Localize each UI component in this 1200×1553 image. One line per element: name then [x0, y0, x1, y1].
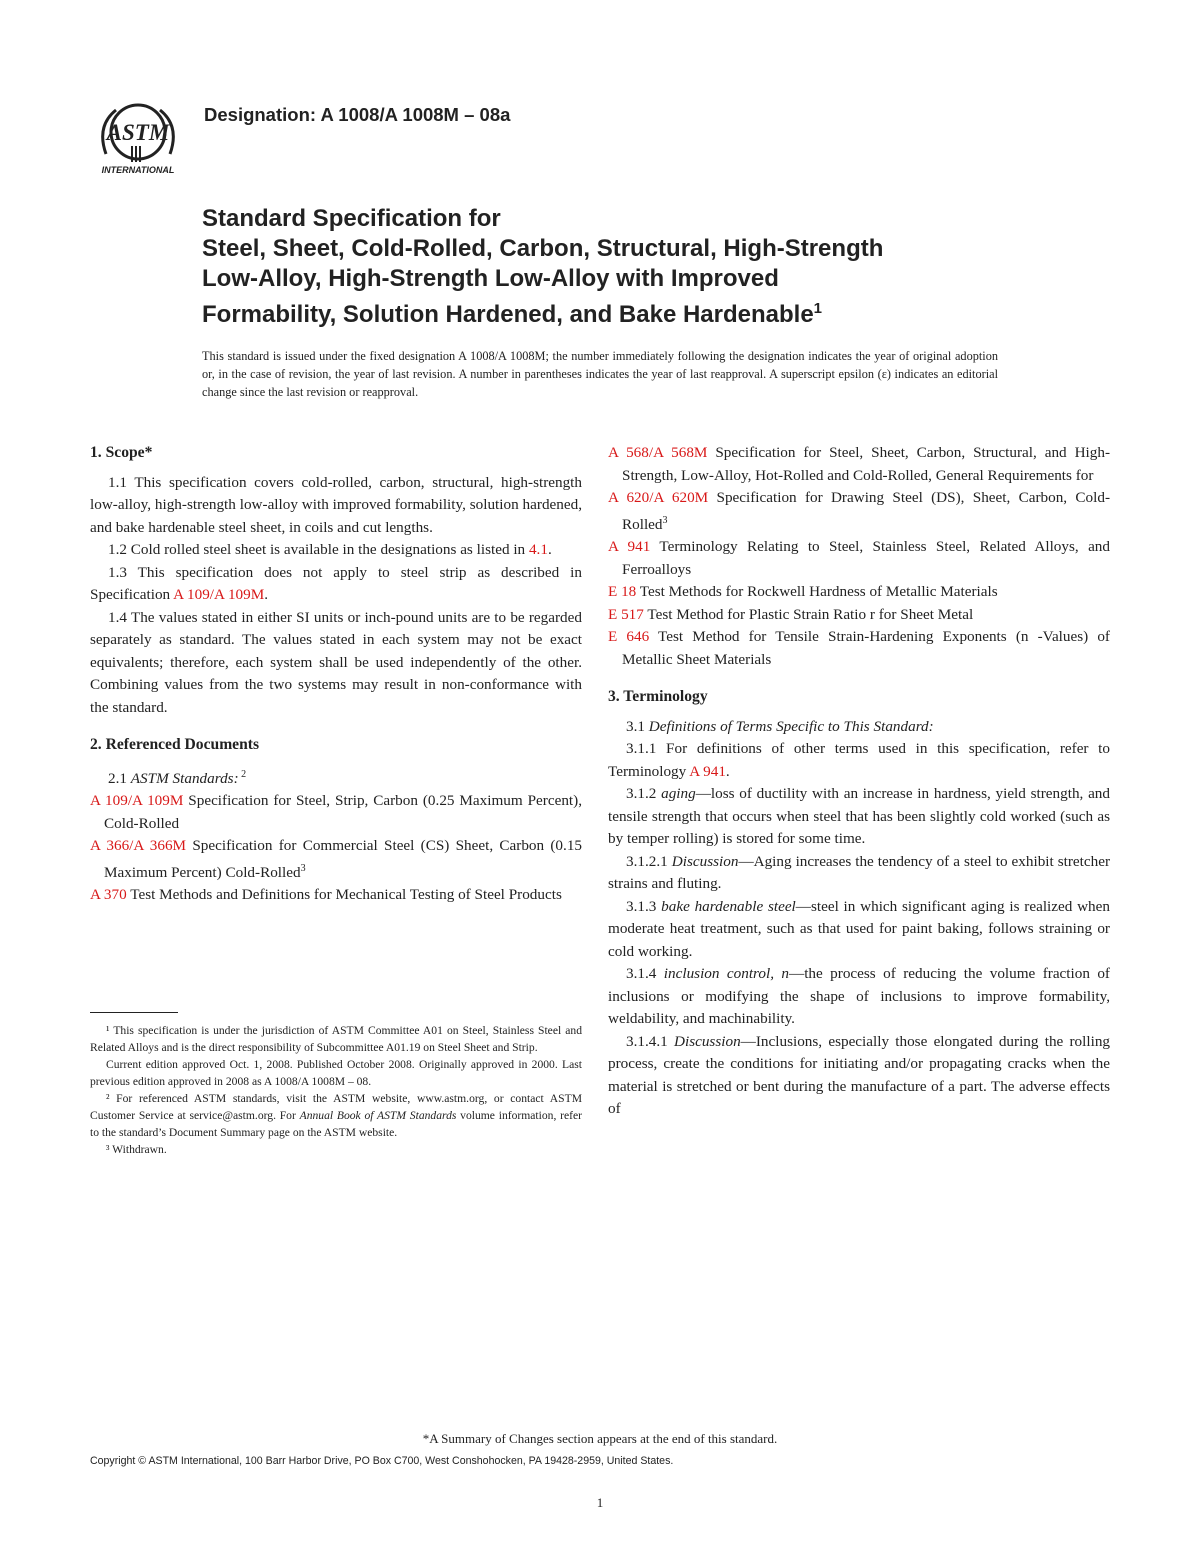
term-3-1-2-1 — [608, 851, 1110, 896]
ref-mark-a620: 3 — [662, 514, 668, 526]
ref-text-e517: Test Method for Plastic Strain Ratio r for Sheet Metal — [643, 605, 974, 623]
summary-of-changes-note: *A Summary of Changes section appears at the end of this standard. — [422, 1431, 778, 1446]
ref-item-a370 — [90, 884, 582, 907]
title-line-4 — [202, 294, 883, 330]
ref-item-a941 — [608, 536, 1110, 581]
term-aging: aging — [661, 785, 696, 803]
logo-subtext: INTERNATIONAL — [101, 165, 175, 175]
term-inclusion-control: inclusion control, n — [663, 965, 790, 983]
scope-1-4: 1.4 The values stated in either SI units or inch-pound units are to be regarded separately as standard. The values stated in each system may not be exact equivalents; therefore, each system shall be used independently of the other. Combining values from the two systems may result in non-conformance with the standard. — [90, 608, 582, 716]
astm-standards-subheading — [90, 764, 582, 791]
scope-1-3-text: 1.3 This specification does not apply to steel strip as described in Specification — [90, 563, 582, 603]
term-3-1-3 — [608, 896, 1110, 964]
title-footnote-mark: 1 — [813, 300, 823, 317]
ref-text-a366: Specification for Commercial Steel (CS) Sheet, Carbon (0.15 Maximum Percent) Cold-Rolled — [104, 837, 583, 881]
ref-link-a109[interactable]: A 109/A 109M — [173, 586, 265, 603]
footnote-divider — [90, 1012, 178, 1013]
ref-item-a366 — [90, 835, 582, 884]
title-line-3: Low-Alloy, High-Strength Low-Alloy with Improved — [202, 265, 779, 292]
logo-text: ASTM — [106, 120, 170, 145]
astm-logo-icon — [86, 96, 190, 176]
footnote-3: ³ Withdrawn. — [106, 1143, 167, 1156]
term-3-1-num: 3.1 — [626, 717, 649, 735]
term-3-1-2-text: —loss of ductility with an increase in hardness, yield strength, and tensile strength that occurs when steel that has been slightly cold worked (such as by temper rolling) is stored for some time. — [608, 785, 1110, 848]
term-3-1-1 — [608, 738, 1110, 783]
ref-text-e18: Test Methods for Rockwell Hardness of Metallic Materials — [636, 583, 998, 601]
scope-1-1: 1.1 This specification covers cold-rolled, carbon, structural, high-strength low-alloy, high-strength low-alloy with improved formability, solution hardened, and bake hardenable steel sheet, in coils and cut lengths. — [90, 473, 582, 536]
ref-item-a620 — [608, 487, 1110, 536]
term-3-1-4 — [608, 963, 1110, 1031]
footnote-2-end: volume information, refer to the standard’s Document Summary page on the ASTM website. — [90, 1109, 582, 1139]
issue-note: This standard is issued under the fixed designation A 1008/A 1008M; the number immediately following the designation indicates the year of original adoption or, in the case of revision, the year of last revision. A number in parentheses indicates the year of last reapproval. A superscript epsilon (ε) indicates an editorial change since the last revision or reapproval. — [202, 349, 998, 399]
term-3-1-2-1-num: 3.1.2.1 — [626, 852, 672, 870]
ref-text-a941: Terminology Relating to Steel, Stainless Steel, Related Alloys, and Ferroalloys — [622, 538, 1110, 578]
term-3-1 — [608, 716, 1110, 739]
copyright-notice: Copyright © ASTM International, 100 Barr Harbor Drive, PO Box C700, West Conshohocken, PA 19428-2959, United States. — [90, 1455, 674, 1467]
title-line-2: Steel, Sheet, Cold-Rolled, Carbon, Structural, High-Strength — [202, 235, 884, 262]
ref-link-a109-code[interactable]: A 109/A 109M — [90, 792, 184, 810]
ref-link-a370[interactable]: A 370 — [90, 886, 127, 904]
ref-item-a109 — [90, 790, 582, 835]
page-number: 1 — [596, 1495, 604, 1510]
term-3-1-4-1 — [608, 1031, 1110, 1121]
document-title — [202, 204, 883, 330]
scope-1-3 — [90, 562, 582, 607]
term-3-1-2-num: 3.1.2 — [626, 785, 662, 803]
term-3-1-4-1-num: 3.1.4.1 — [626, 1032, 674, 1050]
ref-link-a620[interactable]: A 620/A 620M — [608, 489, 709, 506]
footnotes — [90, 1022, 582, 1158]
ref-item-e646 — [608, 626, 1110, 671]
ref-link-a941[interactable]: A 941 — [608, 538, 651, 556]
scope-1-2-end: . — [547, 541, 552, 558]
referenced-documents-heading: 2. Referenced Documents — [90, 736, 260, 753]
ref-item-a568 — [608, 442, 1110, 487]
ref-link-a941-term[interactable]: A 941 — [689, 762, 726, 780]
footnote-2 — [90, 1090, 582, 1141]
astm-standards-num: 2.1 — [108, 769, 131, 787]
term-3-1-3-text: —steel in which significant aging is realized when moderate heat treatment, such as that used for paint baking, follows straining or cold working. — [608, 897, 1110, 960]
scope-1-2-text: 1.2 Cold rolled steel sheet is available in the designations as listed in — [108, 541, 529, 558]
ref-text-a109: Specification for Steel, Strip, Carbon (0.25 Maximum Percent), Cold-Rolled — [104, 792, 583, 832]
footnote-2-text: ² For referenced ASTM standards, visit the ASTM website, www.astm.org, or contact ASTM Customer Service at service@astm.org. For — [90, 1092, 582, 1122]
term-3-1-2 — [608, 783, 1110, 851]
title-line-1: Standard Specification for — [202, 205, 501, 232]
term-3-1-4-text: —the process of reducing the volume fraction of inclusions or modifying the shape of inclusions to improve formability, weldability, and machinability. — [608, 965, 1110, 1028]
term-discussion-1: Discussion — [671, 852, 739, 870]
right-column — [608, 442, 1110, 1121]
term-3-1-1-end: . — [725, 762, 730, 780]
section-link-4-1[interactable]: 4.1 — [528, 541, 548, 558]
term-3-1-2-1-text: —Aging increases the tendency of a steel to exhibit stretcher strains and fluting. — [608, 852, 1111, 893]
astm-standards-mark: 2 — [238, 768, 247, 780]
title-line-4-text: Formability, Solution Hardened, and Bake Hardenable — [202, 301, 814, 328]
ref-text-a568: Specification for Steel, Sheet, Carbon, Structural, and High-Strength, Low-Alloy, Hot-Rolled and Cold-Rolled, General Requirements for — [622, 444, 1111, 484]
ref-text-a620: Specification for Drawing Steel (DS), Sheet, Carbon, Cold-Rolled — [622, 489, 1111, 533]
footnote-1: ¹ This specification is under the jurisdiction of ASTM Committee A01 on Steel, Stainless Steel and Related Alloys and is the direct responsibility of Subcommittee A01.19 on Steel Sheet and Strip. — [90, 1024, 582, 1054]
ref-text-a370: Test Methods and Definitions for Mechanical Testing of Steel Products — [126, 886, 562, 904]
designation: Designation: A 1008/A 1008M – 08a — [204, 104, 511, 125]
ref-link-a568[interactable]: A 568/A 568M — [608, 444, 708, 461]
term-3-1-title: Definitions of Terms Specific to This Standard: — [648, 717, 934, 735]
ref-mark-a366: 3 — [300, 862, 306, 874]
term-discussion-2: Discussion — [674, 1032, 741, 1050]
scope-1-2 — [90, 539, 582, 562]
footnote-2-book: Annual Book of ASTM Standards — [299, 1109, 457, 1122]
term-3-1-3-num: 3.1.3 — [626, 897, 662, 915]
ref-link-e646[interactable]: E 646 — [608, 628, 650, 646]
scope-1-3-end: . — [264, 586, 269, 603]
astm-standards-title: ASTM Standards: — [130, 769, 239, 787]
left-column — [90, 442, 582, 907]
scope-heading: 1. Scope* — [90, 444, 153, 461]
ref-link-e18[interactable]: E 18 — [608, 583, 637, 601]
ref-item-e18 — [608, 581, 1110, 604]
term-3-1-1-text: 3.1.1 For definitions of other terms used in this specification, refer to Terminology — [608, 740, 1110, 780]
terminology-heading: 3. Terminology — [608, 688, 708, 706]
ref-text-e646: Test Method for Tensile Strain-Hardening Exponents (n -Values) of Metallic Sheet Materials — [622, 628, 1110, 668]
term-3-1-4-1-text: —Inclusions, especially those elongated during the rolling process, create the conditions for initiating and/or propagating cracks when the material is stretched or bent during the manufacture of a part. The adverse effects of — [608, 1032, 1111, 1118]
ref-link-a366[interactable]: A 366/A 366M — [90, 837, 187, 855]
footnote-1-edition: Current edition approved Oct. 1, 2008. Published October 2008. Originally approved in 2000. Last previous edition approved in 2008 as A 1008/A 1008M – 08. — [90, 1058, 582, 1088]
ref-item-e517 — [608, 604, 1110, 627]
term-bake-hardenable: bake hardenable steel — [661, 897, 796, 915]
ref-link-e517[interactable]: E 517 — [608, 605, 644, 623]
term-3-1-4-num: 3.1.4 — [626, 965, 664, 983]
